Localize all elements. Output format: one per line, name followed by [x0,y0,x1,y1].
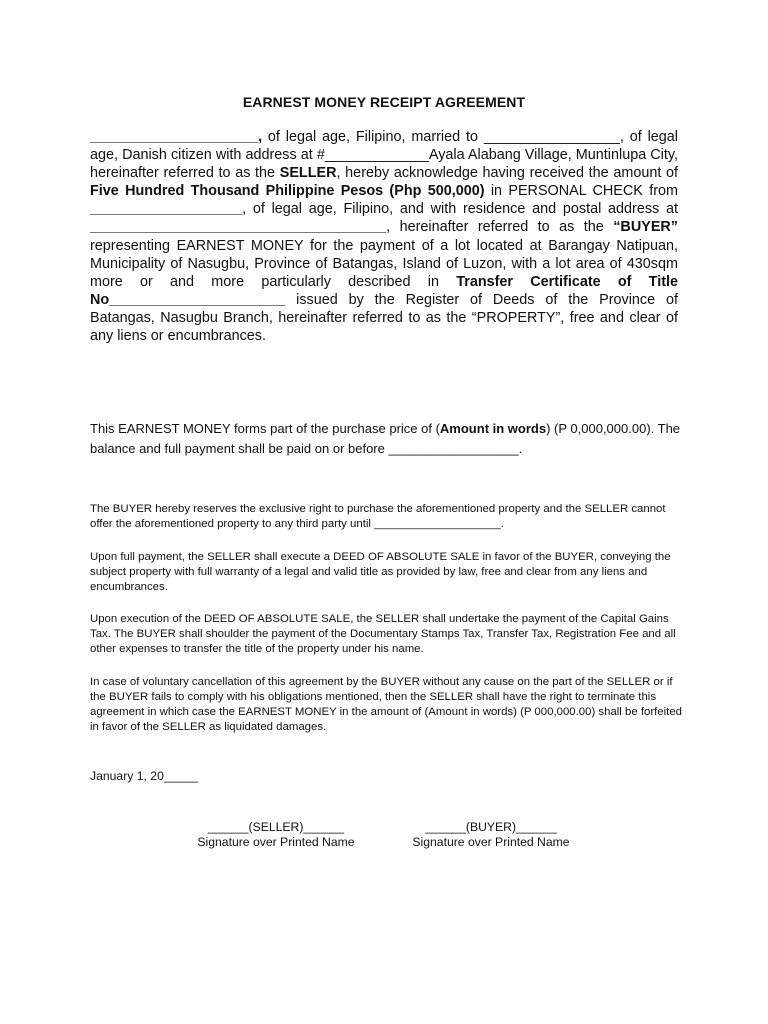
buyer-signature-line: ______(BUYER)______ [425,820,557,834]
tct-blank: Transfer Certificate of Title No______________________ [90,273,678,308]
text-span: , of legal age, Danish citizen with address at # [90,129,678,164]
amount-text: Five Hundred Thousand Philippine Pesos (Php 500,000) [90,183,485,200]
seller-name-blank: _____________________, [90,129,263,145]
document-title: EARNEST MONEY RECEIPT AGREEMENT [242,94,526,110]
text-span: , of legal age, Filipino, and with residence and postal address at [242,201,678,218]
signature-caption: Signature over Printed Name [197,835,355,849]
paragraph-earnest-money [90,419,690,459]
paragraph-taxes: Upon execution of the DEED OF ABSOLUTE SALE, the SELLER shall undertake the payment of the Capital Gains Tax. The BUYER shall shoulder the payment of the Documentary Stamps Tax, Transfer Tax, Registration Fee and all other expenses to transfer the title of the property under his name. [90,613,676,655]
paragraph-exclusive-right: The BUYER hereby reserves the exclusive right to purchase the aforementioned property and the SELLER cannot offer the aforementioned property to any third party until ____________________. [90,503,666,530]
text-span: , hereby acknowledge having received the amount of [336,165,678,182]
seller-signature-line: ______(SELLER)______ [207,820,345,834]
text-span: representing EARNEST MONEY for the payment of a lot located at Barangay Natipuan, Municipality of Nasugbu, Province of Batangas, Island of Luzon, with a lot area of 430sqm more or and more particularly described in [90,237,678,290]
text-span: of legal age, Filipino, married to [262,129,484,145]
buyer-name-blank: ___________________ [90,201,243,218]
seller-signature-block [176,820,376,850]
buyer-signature-block [391,820,591,850]
buyer-address-blank: _____________________________________ [90,219,387,236]
paragraph-full-payment: Upon full payment, the SELLER shall execute a DEED OF ABSOLUTE SALE in favor of the BUYER, conveying the subject property with full warranty of a legal and valid title as provided by law, free and clear from any liens and encumbrances. [90,551,671,593]
text-span: in PERSONAL CHECK from [484,183,678,200]
amount-in-words: Amount in words [439,421,547,436]
text-span: , hereinafter referred to as the [386,219,614,236]
text-span: issued by the Register of Deeds of the Province of Batangas, Nasugbu Branch, hereinafter referred to as the “PROPERTY”, free and clear of any liens or encumbrances. [90,291,678,345]
paragraph-cancellation: In case of voluntary cancellation of this agreement by the BUYER without any cause on the part of the SELLER or if the BUYER fails to comply with his obligations mentioned, then the SELLER shall have the right to terminate this agreement in which case the EARNEST MONEY in the amount of (Amount in words) (P 000,000.00) shall be forfeited in favor of the SELLER as liquidated damages. [90,676,682,733]
text-span: ) (P 0,000,000.00). The balance and full payment shall be paid on or before __________________. [90,421,681,456]
signature-caption: Signature over Printed Name [412,835,570,849]
address-blank: _____________ [324,147,429,164]
text-span: This EARNEST MONEY forms part of the purchase price of ( [90,421,440,436]
spouse-name-blank: _________________ [483,129,620,145]
text-span: Ayala Alabang Village, Muntinlupa City, hereinafter referred to as the [90,147,678,182]
buyer-term: “BUYER” [613,219,678,236]
agreement-date: January 1, 20_____ [90,769,198,783]
seller-term: SELLER [279,165,337,182]
paragraph-parties [90,128,678,345]
